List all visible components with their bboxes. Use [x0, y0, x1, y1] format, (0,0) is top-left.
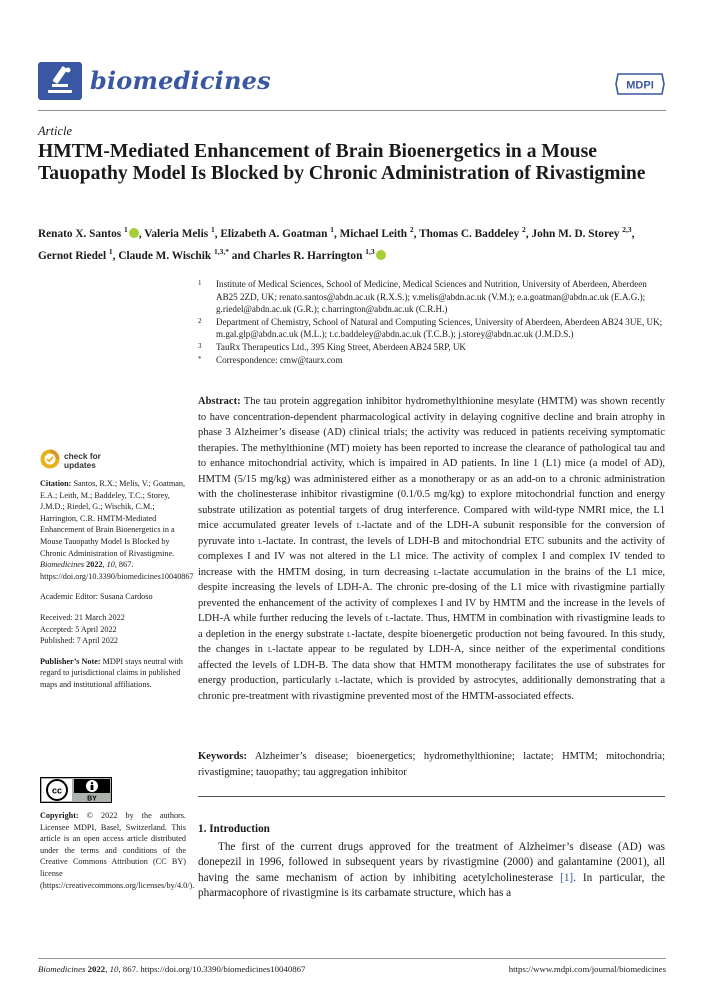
- copyright-notice: Copyright: © 2022 by the authors. Licensee MDPI, Basel, Switzerland. This article is an open access article distributed under the terms and conditions of the Creative Commons Attribution (CC BY) license (https://creativecommons.org/licenses/by/4.0/).: [40, 811, 195, 890]
- journal-name: biomedicines: [90, 66, 271, 95]
- check-for-updates-button[interactable]: check for updates: [64, 451, 101, 470]
- svg-text:cc: cc: [51, 785, 63, 796]
- footer-journal-url[interactable]: https://www.mdpi.com/journal/biomedicines: [508, 964, 666, 974]
- mdpi-logo: [614, 72, 666, 96]
- author[interactable]: Renato X. Santos $^1$: [38, 228, 139, 240]
- affiliations: [198, 278, 668, 366]
- publishers-note: Publisher’s Note: MDPI stays neutral with regard to jurisdictional claims in published maps and institutional affiliations.: [40, 656, 183, 689]
- section-heading-introduction: 1. Introduction: [198, 823, 270, 835]
- article-title: HMTM-Mediated Enhancement of Brain Bioenergetics in a Mouse Tauopathy Model Is Blocked by Chronic Administration of Rivastigmine: [38, 141, 646, 184]
- journal-logo-icon: [38, 62, 82, 100]
- dates-block: [40, 612, 186, 647]
- citation-link[interactable]: [1]: [560, 871, 574, 884]
- author-list: Renato X. Santos $^1$ , Valeria Melis $^1$, Elizabeth A. Goatman $^1$, Michael Leith $^2$, Thomas C. Baddeley $^2$, John M. D. Storey $^{2,3}$, Gernot Riedel $^1$, Claude M. Wischik $^{1,3,*}$ and Charles R. Harrington $^{1,3}$: [38, 225, 635, 262]
- abstract-label: Abstract:: [198, 396, 241, 407]
- cc-by-label: BY: [87, 795, 97, 803]
- author[interactable]: John M. D. Storey $^{2,3}$: [531, 225, 632, 240]
- keywords: Keywords: Alzheimer’s disease; bioenergetics; hydromethylthionine; lactate; HMTM; mitochondria; rivastigmine; tauopathy; tau aggregation inhibitor: [198, 751, 666, 778]
- section-divider: [198, 796, 665, 797]
- sidebar-info: [40, 478, 194, 700]
- published-date: Published: 7 April 2022: [40, 636, 119, 646]
- article-type: Article: [38, 124, 73, 138]
- cc-by-license-icon[interactable]: [40, 777, 112, 803]
- accepted-date: Accepted: 5 April 2022: [40, 624, 117, 634]
- received-date: Received: 21 March 2022: [40, 612, 125, 622]
- affiliation-item: 3 TauRx Therapeutics Ltd., 395 King Street, Aberdeen AB24 5RP, UK: [198, 341, 466, 352]
- citation-block: Citation: Santos, R.X.; Melis, V.; Goatman, E.A.; Leith, M.; Baddeley, T.C.; Storey, J.M.D.; Riedel, G.; Wischik, C.M.; Harrington, C.R. HMTM-Mediated Enhancement of Brain Bioenergetics in a Mouse Tauopathy Model Is Blocked by Chronic Administration of Rivastigmine. Biomedicines 2022, 10, 867. https://doi.org/10.3390/biomedicines10040867: [40, 479, 194, 581]
- abstract: Abstract: The tau protein aggregation inhibitor hydromethylthionine mesylate (HMTM) was shown recently to have concentration-dependent pharmacological activity in delaying cognitive decline and brain atrophy in phase 3 Alzheimer’s disease (AD) clinical trials; the activity was reduced in patients receiving symptomatic therapies. The methylthionine (MT) moiety has been reported to increase the clearance of pathological tau and to enhance mitochondrial activity, which is impaired in AD patients. In line 1 (L1) mice (a model of AD), HMTM (5/15 mg/kg) was administered either as a monotherapy or as an add-on to a chronic administration with the cholinesterase inhibitor rivastigmine (0.1/0.5 mg/kg) to explore mitochondrial function and energy substrate utilization as potential targets of drug interference. Compared with wild-type NMRI mice, the L1 mice accumulated greater levels of l-lactate and of the LDH-A subunit responsible for the conversion of pyruvate into l-lactate. In contrast, the levels of LDH-B and mitochondrial ETC subunits and the activity of complexes I and IV was not altered in the L1 mice. The activity of complex I and complex IV tended to increase with the HMTM dosing, in turn decreasing l-lactate accumulation in the brains of the L1 mice, despite increasing the levels of LDH-A. The chronic pre-dosing of the L1 mice with rivastigmine partially prevented the enhancement of the activity of complexes I and IV by HMTM and the increase in the levels of LDH-A while further reducing the levels of l-lactate. Thus, HMTM in combination with rivastigmine leads to a depletion in the energy substrate l-lactate, despite bioenergetic production not being favoured. In this study, the changes in l-lactate appear to be regulated by LDH-A, since neither of the experimental conditions affected the levels of LDH-B. The data show that HMTM monotherapy facilitates the use of substrates for energy production, particularly l-lactate, which is provided by astrocytes, additionally demonstrating that a chronic pre-treatment with rivastigmine prevented most of the HMTM-associated effects.: [198, 396, 666, 702]
- orcid-icon[interactable]: [376, 250, 386, 260]
- affiliation-item: 2 Department of Chemistry, School of Natural and Computing Sciences, University of Aberdeen, Aberdeen AB24 3UE, UK; m.gal.glp@abdn.ac.uk (M.L.); t.c.baddeley@abdn.ac.uk (T.C.B.); j.storey@abdn.ac.uk (J.M.D.S.): [198, 316, 663, 340]
- mdpi-logo-text: MDPI: [626, 79, 654, 92]
- check-for-updates-icon[interactable]: [40, 449, 60, 469]
- author[interactable]: Michael Leith $^2$: [339, 225, 414, 240]
- author[interactable]: Thomas C. Baddeley $^2$: [419, 225, 526, 240]
- footer-citation: Biomedicines 2022, 10, 867. https://doi.org/10.3390/biomedicines10040867: [38, 964, 306, 974]
- author[interactable]: Gernot Riedel $^1$: [38, 246, 113, 262]
- author[interactable]: and Charles R. Harrington $^{1,3}$: [232, 250, 386, 262]
- affiliation-item: 1 Institute of Medical Sciences, School of Medicine, Medical Sciences and Nutrition, University of Aberdeen, Aberdeen AB25 2ZD, UK; renato.santos@abdn.ac.uk (R.X.S.); v.melis@abdn.ac.uk (V.M.); e.a.goatman@abdn.ac.uk (E.A.G.); g.riedel@abdn.ac.uk (G.R.); c.harrington@abdn.ac.uk (C.R.H.): [198, 279, 647, 315]
- orcid-icon[interactable]: [129, 228, 139, 238]
- author[interactable]: Claude M. Wischik $^{1,3,*}$: [118, 246, 229, 262]
- author[interactable]: Valeria Melis $^1$: [144, 225, 215, 240]
- introduction-paragraph: The first of the current drugs approved for the treatment of Alzheimer’s disease (AD) was donepezil in 1996, followed in subsequent years by rivastigmine (2000) and galantamine (2001), all having the same mechanism of action by inhibiting acetylcholinesterase [1]. In particular, the pharmacophore of rivastigmine is its carbamate structure, which has a: [198, 841, 665, 900]
- academic-editor: Academic Editor: Susana Cardoso: [40, 592, 153, 602]
- footer-divider: [38, 958, 666, 959]
- header-divider: [38, 110, 666, 111]
- correspondence: * Correspondence: cmw@taurx.com: [198, 354, 343, 365]
- keywords-label: Keywords:: [198, 751, 247, 762]
- author[interactable]: Elizabeth A. Goatman $^1$: [220, 225, 334, 240]
